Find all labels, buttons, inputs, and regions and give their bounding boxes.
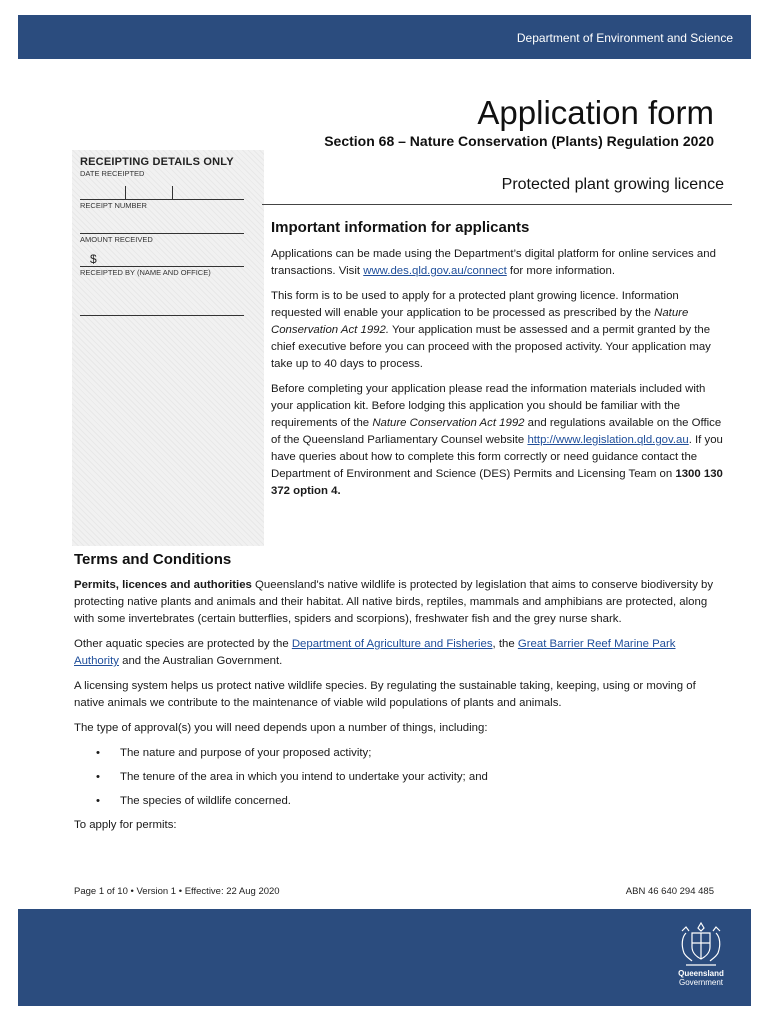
coat-of-arms-icon [676,919,726,969]
amount-received-label: AMOUNT RECEIVED [80,235,153,244]
title-divider [262,204,732,205]
list-item-text: The species of wildlife concerned. [120,795,291,807]
abn-number: ABN 46 640 294 485 [625,886,714,897]
text: Applications can be made using the Department’s digital platform for online services and transactions. Visit [271,248,716,277]
act-name: Nature Conservation Act 1992 [372,417,525,429]
receipting-heading: RECEIPTING DETAILS ONLY [80,156,234,168]
receipt-number-field[interactable] [80,233,244,234]
list-item [74,793,722,810]
paragraph-to-apply: To apply for permits: [74,819,177,831]
paragraph-permits [74,577,722,628]
legislation-link[interactable]: http://www.legislation.qld.gov.au [527,434,689,446]
list-item [74,769,722,786]
des-connect-link[interactable]: www.des.qld.gov.au/connect [363,265,507,277]
paragraph-licensing-system: A licensing system helps us protect native wildlife species. By regulating the sustainable taking, keeping, using or moving of native animals we contribute to the maintenance of viable wild populations of plants and animals. [74,680,696,709]
date-divider [172,186,173,200]
receipted-by-field[interactable] [80,315,244,316]
list-item-text: The nature and purpose of your proposed activity; [120,747,372,759]
text: . If you have queries about how to complete this form correctly or need guidance contact the Department of Environment and Science (DES) Permits and Licensing Team on [271,434,723,480]
header-banner [18,15,751,59]
text: Queensland's native wildlife is protected by legislation that aims to conserve biodiversity by protecting native plants and animals and their habitat. All native birds, reptiles, mammals and amphibians are protected, along with some invertebrates (certain butterflies, spiders and scorpions), freshwater fish and the grey nurse shark. [74,579,714,625]
important-heading: Important information for applicants [271,219,530,236]
bullet-icon: • [96,795,100,807]
section-subtitle: Section 68 – Nature Conservation (Plants) Regulation 2020 [324,133,714,149]
gbr-marine-park-link[interactable]: Great Barrier Reef Marine Park Authority [74,638,676,667]
logo-government-text: Government [678,978,724,987]
paragraph-digital-platform [271,246,723,280]
text: and the Australian Government. [118,655,283,667]
text: Your application must be assessed and a permit granted by the chief executive before you can proceed with the proposed activity. Your application may take up to 40 days to process. [271,324,711,370]
receipting-details-box [72,150,264,546]
amount-received-field[interactable] [80,266,244,267]
act-name: Nature Conservation Act 1992. [271,307,689,336]
currency-symbol: $ [90,252,97,266]
department-name: Department of Environment and Science [516,31,733,45]
logo-queensland-text: Queensland [678,969,724,978]
text: for more information. [506,265,616,277]
text: Other aquatic species are protected by the [74,638,292,650]
terms-heading: Terms and Conditions [74,551,232,568]
text: , the [492,638,518,650]
approval-factors-list [74,745,722,810]
agriculture-fisheries-link[interactable]: Department of Agriculture and Fisheries [291,638,493,650]
list-item [74,745,722,762]
page-title: Application form [477,94,714,131]
important-information-section [271,219,723,508]
date-receipted-label: DATE RECEIPTED [80,169,145,178]
date-receipted-field[interactable] [80,199,244,200]
paragraph-approval-type: The type of approval(s) you will need depends upon a number of things, including: [74,722,488,734]
text: Before completing your application please read the information materials included with your application kit. Before lodging this application you should be familiar with the requirements of the [271,383,706,429]
phone-number: 1300 130 372 option 4. [271,468,723,497]
terms-section [74,551,722,842]
receipt-number-label: RECEIPT NUMBER [80,201,147,210]
footer-banner [18,909,751,1006]
text: This form is to be used to apply for a protected plant growing licence. Information requested will enable your application to be processed as prescribed by the [271,290,679,319]
queensland-government-logo [671,919,731,1001]
receipted-by-label: RECEIPTED BY (NAME AND OFFICE) [80,268,211,277]
paragraph-aquatic-species [74,636,722,670]
text: and regulations available on the Office of the Queensland Parliamentary Counsel website [271,417,722,446]
permits-bold-lead: Permits, licences and authorities [74,579,252,591]
bullet-icon: • [96,771,100,783]
list-item-text: The tenure of the area in which you intend to undertake your activity; and [120,771,488,783]
licence-title: Protected plant growing licence [501,176,724,193]
paragraph-before-completing [271,381,723,500]
bullet-icon: • [96,747,100,759]
paragraph-form-purpose [271,288,723,373]
page-info: Page 1 of 10 • Version 1 • Effective: 22 Aug 2020 [74,886,280,897]
date-divider [125,186,126,200]
